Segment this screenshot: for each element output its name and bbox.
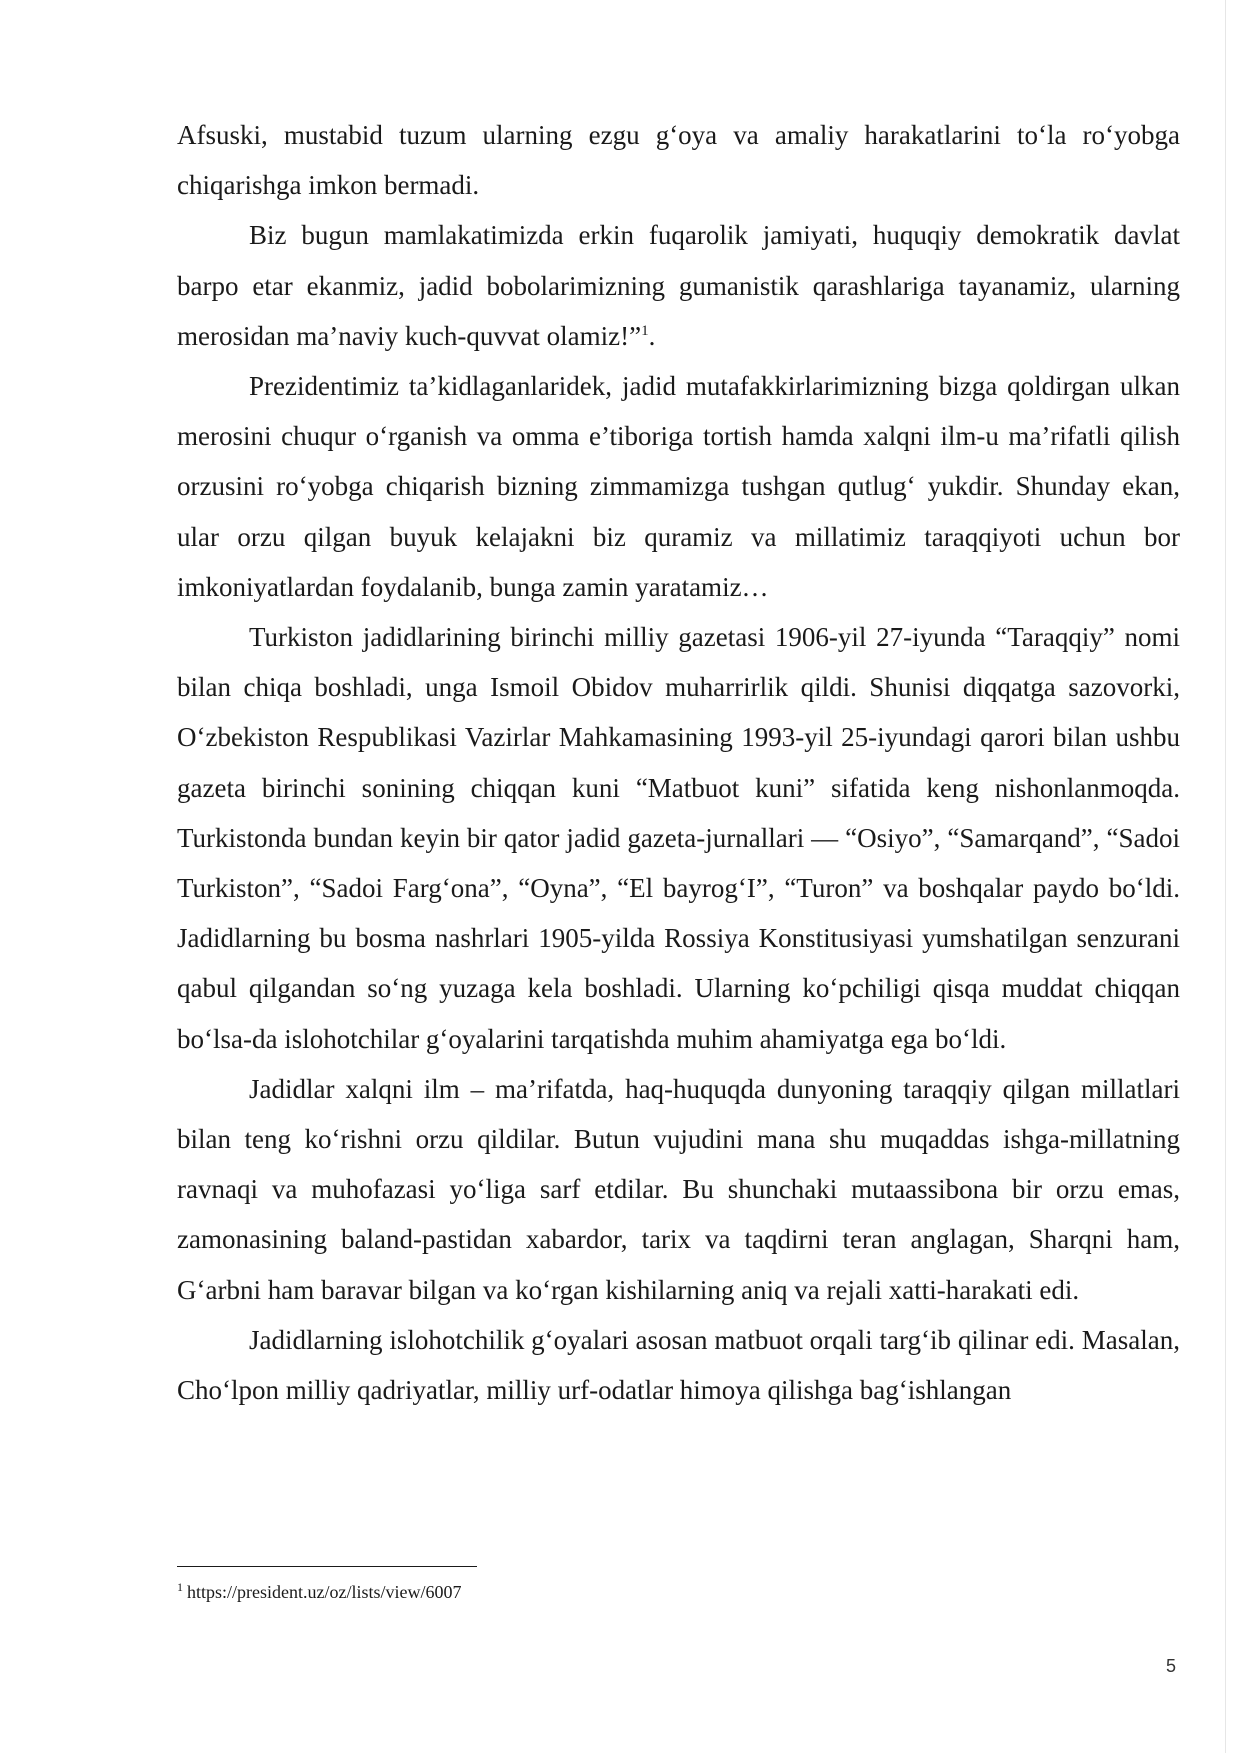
paragraph-2-text: Biz bugun mamlakatimizda erkin fuqarolik jamiyati, huquqiy demokratik davlat barpo etar ekanmiz, jadid bobolarimizning gumanistik qarashlariga tayanamiz, ularning merosidan ma’naviy kuch-quvvat olamiz!” — [177, 220, 1180, 351]
paragraph-4: Turkiston jadidlarining birinchi milliy gazetasi 1906-yil 27-iyunda “Taraqqiy” nomi bilan chiqa boshladi, unga Ismoil Obidov muharrirlik qildi. Shunisi diqqatga sazovorki, O‘zbekiston Respublikasi Vazirlar Mahkamasining 1993-yil 25-iyundagi qarori bilan ushbu gazeta birinchi sonining chiqqan kuni “Matbuot kuni” sifatida keng nishonlanmoqda. Turkistonda bundan keyin bir qator jadid gazeta-jurnallari — “Osiyo”, “Samarqand”, “Sadoi Turkiston”, “Sadoi Farg‘ona”, “Oyna”, “El bayrog‘I”, “Turon” va boshqalar paydo bo‘ldi. Jadidlarning bu bosma nashrlari 1905-yilda Rossiya Konstitusiyasi yumshatilgan senzurani qabul qilgandan so‘ng yuzaga kela boshladi. Ularning ko‘pchiligi qisqa muddat chiqqan bo‘lsa-da islohotchilar g‘oyalarini tarqatishda muhim ahamiyatga ega bo‘ldi. — [177, 622, 1180, 1054]
page-edge-line — [1225, 0, 1226, 1753]
footnote-reference[interactable]: 1 — [641, 322, 649, 339]
document-body — [177, 110, 1180, 1415]
paragraph-6: Jadidlarning islohotchilik g‘oyalari asosan matbuot orqali targ‘ib qilinar edi. Masalan, Cho‘lpon milliy qadriyatlar, milliy urf-odatlar himoya qilishga bag‘ishlangan — [177, 1324, 1180, 1406]
page-number: 5 — [1166, 1656, 1177, 1676]
footnote-number: 1 — [177, 1580, 183, 1594]
paragraph-3: Prezidentimiz ta’kidlaganlaridek, jadid mutafakkirlarimizning bizga qoldirgan ulkan merosini chuqur o‘rganish va omma e’tiboriga tortish hamda xalqni ilm-u ma’rifatli qilish orzusini ro‘yobga chiqarish bizning zimmamizga tushgan qutlug‘ yukdir. Shunday ekan, ular orzu qilgan buyuk kelajakni biz quramiz va millatimiz taraqqiyoti uchun bor imkoniyatlardan foydalanib, bunga zamin yaratamiz… — [177, 371, 1180, 602]
paragraph-1: Afsuski, mustabid tuzum ularning ezgu g‘oya va amaliy harakatlarini to‘la ro‘yobga chiqarishga imkon bermadi. — [177, 120, 1180, 201]
footnote — [177, 1580, 461, 1604]
footnote-reference-suffix: . — [648, 320, 656, 351]
footnote-link[interactable]: https://president.uz/oz/lists/view/6007 — [187, 1582, 462, 1602]
footnote-separator — [177, 1566, 477, 1567]
paragraph-2 — [177, 210, 1180, 361]
paragraph-5: Jadidlar xalqni ilm – ma’rifatda, haq-huquqda dunyoning taraqqiy qilgan millatlari bilan teng ko‘rishni orzu qildilar. Butun vujudini mana shu muqaddas ishga-millatning ravnaqi va muhofazasi yo‘liga sarf etdilar. Bu shunchaki mutaassibona bir orzu emas, zamonasining baland-pastidan xabardor, tarix va taqdirni teran anglagan, Sharqni ham, G‘arbni ham baravar bilgan va ko‘rgan kishilarning aniq va rejali xatti-harakati edi. — [177, 1073, 1180, 1305]
